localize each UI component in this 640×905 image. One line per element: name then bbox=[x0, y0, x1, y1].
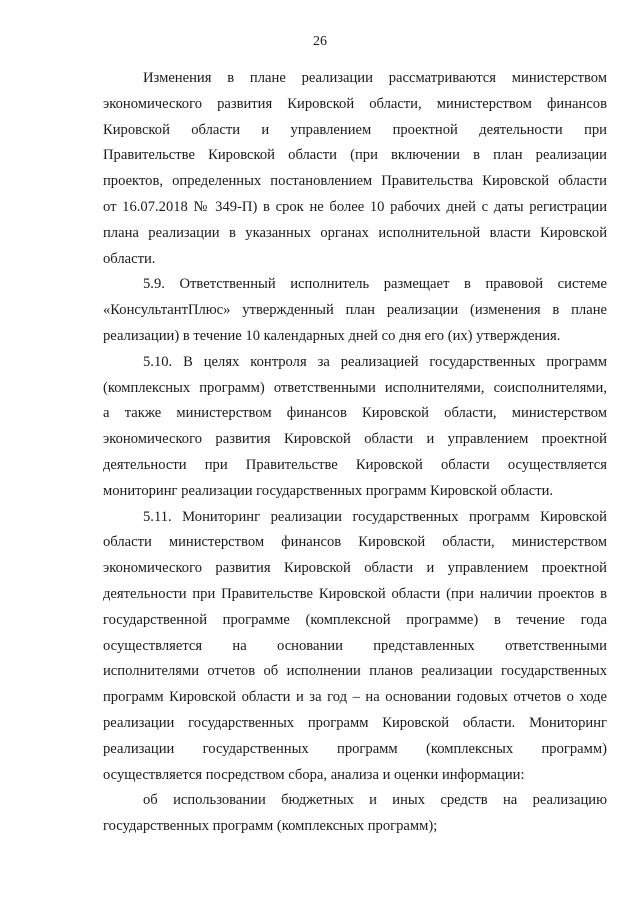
text-line: Кировской области и управлением проектной деятельности при bbox=[103, 121, 607, 138]
text-line: мониторинг реализации государственных программ Кировской области. bbox=[103, 482, 554, 499]
text-line: экономического развития Кировской области, министерством финансов bbox=[103, 95, 607, 112]
text-line: экономического развития Кировской области и управлением проектной bbox=[103, 560, 607, 577]
paragraph-5-10 bbox=[103, 350, 607, 505]
text-line: государственных программ (комплексных программ); bbox=[103, 818, 438, 835]
text-line: 5.11. Мониторинг реализации государственных программ Кировской bbox=[143, 508, 607, 525]
page-number: 26 bbox=[313, 34, 327, 49]
text-line: осуществляется на основании представленных ответственными bbox=[103, 637, 607, 654]
text-line: реализации государственных программ Кировской области. Мониторинг bbox=[103, 714, 607, 731]
text-line: 5.10. В целях контроля за реализацией государственных программ bbox=[143, 353, 607, 370]
text-line: плана реализации в указанных органах исполнительной власти Кировской bbox=[103, 224, 607, 241]
text-line: государственной программе (комплексной программе) в течение года bbox=[103, 611, 607, 628]
text-line: программ Кировской области и за год – на основании годовых отчетов о ходе bbox=[103, 689, 607, 706]
text-line: проектов, определенных постановлением Правительства Кировской области bbox=[103, 173, 607, 190]
text-line: «КонсультантПлюс» утвержденный план реализации (изменения в плане bbox=[103, 302, 607, 319]
text-line: реализации) в течение 10 календарных дней со дня его (их) утверждения. bbox=[103, 327, 561, 344]
paragraph-5-11 bbox=[103, 505, 607, 789]
text-line: об использовании бюджетных и иных средств на реализацию bbox=[143, 792, 607, 809]
document-body bbox=[103, 66, 607, 840]
text-line: осуществляется посредством сбора, анализа и оценки информации: bbox=[103, 766, 525, 783]
text-line: от 16.07.2018 № 349-П) в срок не более 10 рабочих дней с даты регистрации bbox=[103, 198, 607, 215]
text-line: области. bbox=[103, 250, 156, 267]
text-line: а также министерством финансов Кировской области, министерством bbox=[103, 405, 607, 422]
text-line: 5.9. Ответственный исполнитель размещает в правовой системе bbox=[143, 276, 607, 293]
text-line: Изменения в плане реализации рассматриваются министерством bbox=[143, 70, 607, 86]
text-line: деятельности при Правительстве Кировской области (при наличии проектов в bbox=[103, 585, 607, 602]
paragraph-budget bbox=[103, 788, 607, 840]
text-line: деятельности при Правительстве Кировской области осуществляется bbox=[103, 456, 607, 473]
text-line: (комплексных программ) ответственными исполнителями, соисполнителями, bbox=[103, 379, 607, 396]
text-line: области министерством финансов Кировской области, министерством bbox=[103, 534, 607, 551]
text-line: реализации государственных программ (комплексных программ) bbox=[103, 740, 607, 757]
text-line: Правительстве Кировской области (при включении в план реализации bbox=[103, 147, 607, 164]
paragraph-5-9 bbox=[103, 272, 607, 349]
text-line: исполнителями отчетов об исполнении планов реализации государственных bbox=[103, 663, 607, 680]
paragraph-changes bbox=[103, 66, 607, 272]
text-line: экономического развития Кировской области и управлением проектной bbox=[103, 431, 607, 448]
